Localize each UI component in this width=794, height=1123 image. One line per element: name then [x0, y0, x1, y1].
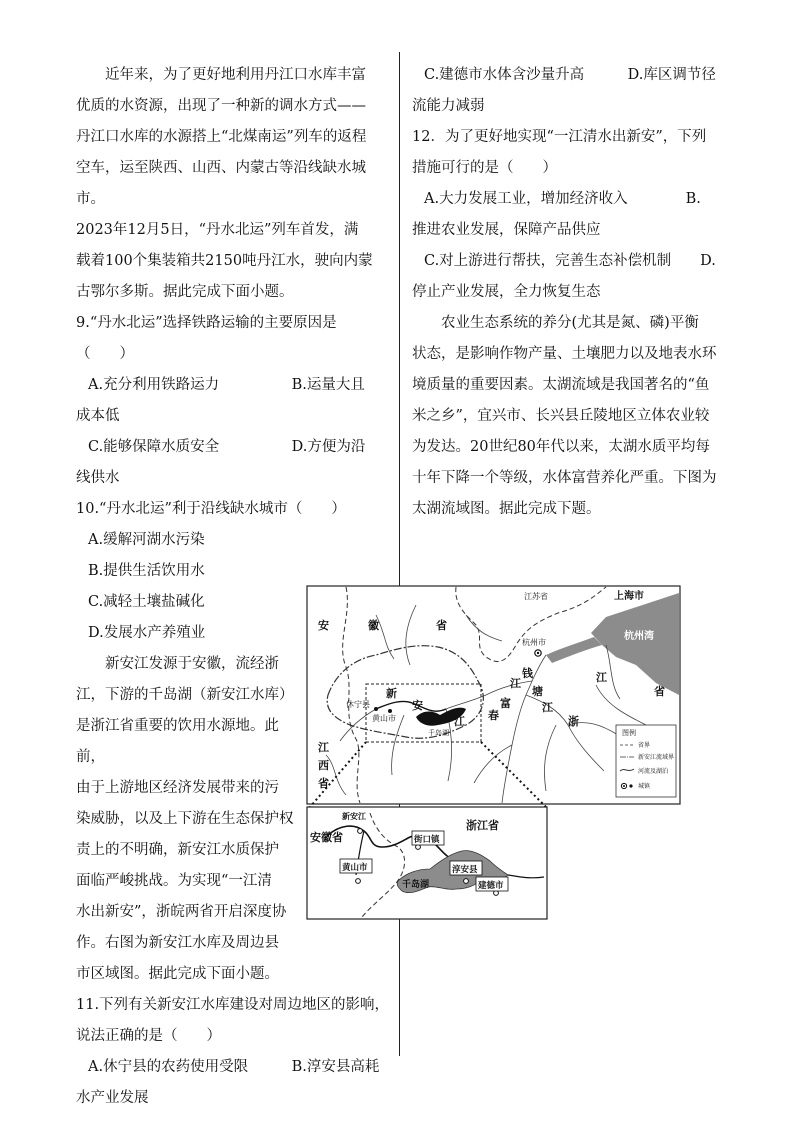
label-qiandaohu-main: 千岛湖 [428, 729, 449, 737]
label-fuchun-3: 江 [510, 677, 521, 690]
xinanjiang-map-figure [306, 585, 681, 920]
option-line[interactable]: C.能够保障水质安全 D.方便为沿 [88, 439, 366, 455]
text-line: 江，下游的千岛湖（新安江水库） [76, 687, 294, 703]
huangshan-city-icon [388, 709, 392, 713]
inset-label-zhejiang: 浙江省 [466, 819, 499, 832]
option-d[interactable]: D.发展水产养殖业 [88, 625, 206, 641]
option-a[interactable]: A.缓解河湖水污染 [88, 532, 205, 548]
label-jiangxi-2: 西 [318, 759, 329, 772]
inset-label-anhui: 安徽省 [310, 831, 343, 844]
legend-town-icon-small [629, 784, 632, 787]
text-line: 2023年12月5日，“丹水北运”列车首发，满 [76, 222, 359, 238]
map-legend [616, 725, 676, 797]
option-line[interactable]: A.休宁县的农药使用受限 B.淳安县高耗 [88, 1059, 380, 1075]
label-fuchun-2: 春 [488, 709, 499, 722]
text-line: 状态，是影响作物产量、土壤肥力以及地表水环 [412, 346, 717, 362]
text-line: 丹江口水库的水源搭上“北煤南运”列车的返程 [76, 129, 367, 145]
label-jiangxi-3: 省 [318, 777, 329, 790]
text-line: 染威胁，以及上下游在生态保护权 [76, 811, 294, 827]
label-xiuning: 休宁县 [346, 700, 370, 709]
text-line: 米之乡”，宜兴市、长兴县丘陵地区立体农业较 [412, 408, 710, 424]
label-zhejiang-1: 浙 [568, 715, 579, 728]
text-line: 面临严峻挑战。为实现“一江清 [76, 873, 272, 889]
label-shanghai: 上海市 [614, 591, 644, 602]
text-line: 市区域图。据此完成下面小题。 [76, 966, 279, 982]
label-jiang: 江 [454, 715, 465, 728]
inset-label-xinanjiang: 新安江 [342, 812, 366, 821]
legend-river: 河流及湖泊 [638, 768, 669, 775]
text-line: 空车，运至陕西、山西、内蒙古等沿线缺水城市。 [76, 160, 366, 207]
text-line: 境质量的重要因素。太湖流域是我国著名的“鱼 [412, 377, 710, 393]
question-11 [76, 990, 394, 1114]
option-line[interactable]: A.充分利用铁路运力 B.运量大且 [88, 377, 365, 393]
label-anhui-2: 徽 [368, 619, 379, 632]
inset-label-chunan: 淳安县 [452, 865, 478, 875]
label-jiangxi-1: 江 [318, 741, 329, 754]
question-stem: 11.下列有关新安江水库建设对周边地区的影响， [76, 997, 390, 1013]
passage-xinanjiang [76, 649, 304, 990]
question-stem: 措施可行的是（ ） [412, 160, 557, 176]
passage-danjiang [76, 60, 394, 308]
option-line[interactable]: C.对上游进行帮扶，完善生态补偿机制 D. [424, 253, 716, 269]
label-an: 安 [412, 699, 423, 712]
text-line: 近年来，为了更好地利用丹江口水库丰富 [105, 67, 366, 83]
text-line: 农业生态系统的养分(尤其是氮、磷)平衡 [441, 315, 699, 331]
legend-title: 图例 [622, 729, 636, 737]
label-hangzhou-bay: 杭州湾 [624, 631, 654, 642]
right-column [412, 60, 722, 525]
option-line[interactable]: C.建德市水体含沙量升高 D.库区调节径 [424, 67, 716, 83]
option-line[interactable]: 线供水 [76, 470, 120, 486]
inset-label-huangshan: 黄山市 [342, 863, 368, 873]
option-line[interactable]: 成本低 [76, 408, 120, 424]
inset-label-jiande: 建德市 [478, 881, 504, 891]
question-11-continued [412, 60, 722, 122]
option-line[interactable]: 停止产业发展，全力恢复生态 [412, 284, 601, 300]
text-line: 太湖流域图。据此完成下题。 [412, 501, 601, 517]
label-qiantang-2: 塘 [532, 685, 543, 698]
option-line[interactable]: 推进农业发展，保障产品供应 [412, 222, 601, 238]
option-line[interactable]: A.大力发展工业，增加经济收入 B. [424, 191, 701, 207]
text-line: 为发达。20世纪80年代以来，太湖水质平均每 [412, 439, 710, 455]
text-line: 载着100个集装箱共2150吨丹江水，驶向内蒙 [76, 253, 373, 269]
map-svg [306, 585, 681, 920]
label-fuchun-1: 富 [500, 697, 511, 710]
inset-huangshan-icon [356, 879, 361, 884]
question-12 [412, 122, 722, 308]
label-huangshan: 黄山市 [372, 714, 396, 723]
option-b[interactable]: B.提供生活饮用水 [88, 563, 205, 579]
passage-taihu [412, 308, 722, 525]
legend-town: 城镇 [638, 783, 651, 790]
question-stem: 说法正确的是（ ） [76, 1028, 221, 1044]
inset-chunan-icon [464, 879, 469, 884]
question-9 [76, 308, 394, 494]
question-stem: （ ） [76, 346, 134, 362]
question-stem: 9.“丹水北运”选择铁路运输的主要原因是 [76, 315, 337, 331]
label-zhejiang-2: 江 [596, 671, 607, 684]
text-line: 新安江发源于安徽，流经浙 [105, 656, 279, 672]
option-line[interactable]: 水产业发展 [76, 1090, 149, 1106]
label-anhui-3: 省 [436, 619, 447, 632]
text-line: 责上的不明确，新安江水质保护 [76, 842, 279, 858]
inset-xinanjiang-point-icon [358, 829, 363, 834]
legend-basin: 新安江流域界 [638, 754, 675, 761]
label-qiantang-3: 江 [542, 701, 553, 714]
label-hangzhou: 杭州市 [522, 638, 546, 647]
text-line: 水出新安”，浙皖两省开启深度协 [76, 904, 287, 920]
inset-label-jiekou: 街口镇 [414, 835, 440, 845]
label-qiantang-1: 钱 [522, 667, 533, 680]
inset-label-qiandaohu: 千岛湖 [402, 880, 430, 890]
text-line: 古鄂尔多斯。据此完成下面小题。 [76, 284, 294, 300]
text-line: 是浙江省重要的饮用水源地。此前， [76, 718, 279, 765]
question-stem: 12．为了更好地实现“一江清水出新安”，下列 [412, 129, 707, 145]
xiuning-city-icon [374, 707, 378, 711]
text-line: 作。右图为新安江水库及周边县 [76, 935, 279, 951]
option-line[interactable]: 流能力减弱 [412, 98, 485, 114]
hangzhou-city-icon-dot [537, 652, 539, 654]
label-jiangsu: 江苏省 [524, 592, 548, 601]
option-c[interactable]: C.减轻土壤盐碱化 [88, 594, 205, 610]
label-zhejiang-3: 省 [654, 685, 665, 698]
legend-town-icon-dot [623, 785, 625, 787]
text-line: 由于上游地区经济发展带来的污 [76, 780, 279, 796]
question-stem: 10.“丹水北运”利于沿线缺水城市（ ） [76, 501, 346, 517]
legend-province: 省界 [638, 742, 651, 749]
text-line: 优质的水资源，出现了一种新的调水方式—— [76, 98, 366, 114]
label-xin: 新 [386, 687, 397, 700]
text-line: 十年下降一个等级，水体富营养化严重。下图为 [412, 470, 717, 486]
label-anhui-1: 安 [318, 619, 329, 632]
